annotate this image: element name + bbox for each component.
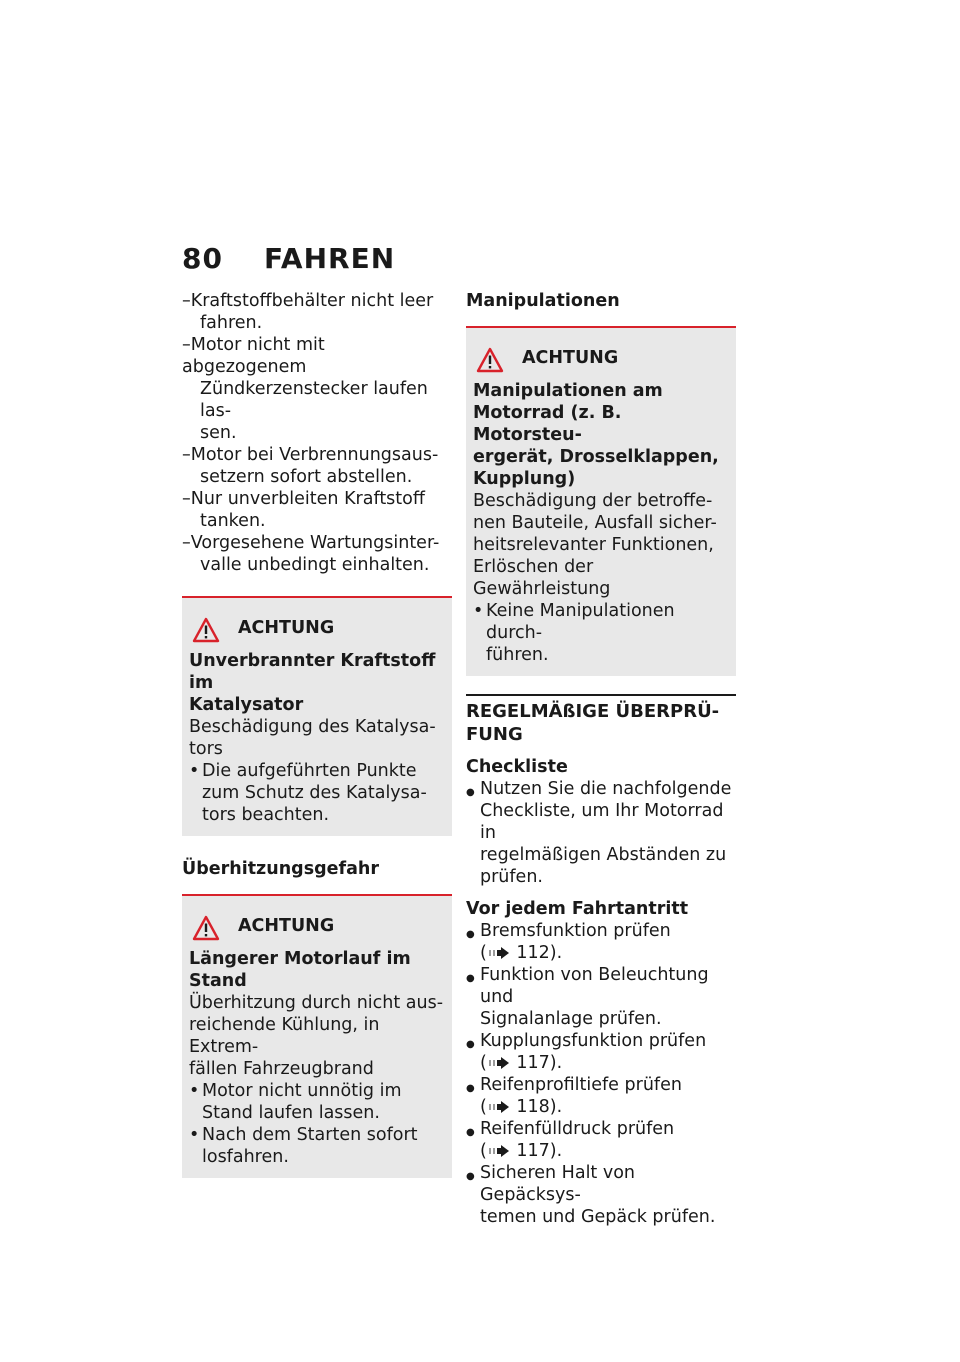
warning-title: Manipulationen am Motorrad (z. B. Motorsteu- ergerät, Drosselklappen, Kupplung) (473, 381, 719, 489)
warning-text: Überhitzung durch nicht aus- reichende Kühlung, in Extrem- fällen Fahrzeugbrand (189, 993, 444, 1079)
left-column (182, 290, 452, 1178)
page-reference[interactable]: ( 112). (480, 943, 563, 963)
list-item: –Kraftstoffbehälter nicht leer fahren. (182, 291, 434, 333)
list-item: • Die aufgeführten Punkte zum Schutz des Katalysa- tors beachten. (189, 760, 444, 826)
list-item: ● Bremsfunktion prüfen ( 112). (466, 920, 736, 964)
warning-header (473, 342, 728, 378)
dash-list (182, 290, 452, 576)
warning-label: ACHTUNG (238, 618, 335, 638)
list-item: • Keine Manipulationen durch- führen. (473, 600, 728, 666)
warning-box-manipulation (466, 326, 736, 676)
list-item: ● Nutzen Sie die nachfolgende Checkliste, um Ihr Motorrad in regelmäßigen Abständen zu prüfen. (466, 778, 736, 888)
subheading-overheating: Überhitzungsgefahr (182, 859, 380, 879)
warning-label: ACHTUNG (238, 916, 335, 936)
list-item: • Nach dem Starten sofort losfahren. (189, 1124, 444, 1168)
list-item: ● Funktion von Beleuchtung und Signalanlage prüfen. (466, 964, 736, 1030)
right-column (466, 290, 736, 1228)
list-item: ● Kupplungsfunktion prüfen ( 117). (466, 1030, 736, 1074)
subheading-before-ride: Vor jedem Fahrtantritt (466, 899, 689, 919)
page-reference-arrow-icon (487, 947, 511, 959)
warning-title: Unverbrannter Kraftstoff im Katalysator (189, 651, 436, 715)
page-reference[interactable]: ( 118). (480, 1097, 563, 1117)
list-item: –Nur unverbleiten Kraftstoff tanken. (182, 489, 425, 531)
page-number: 80 (182, 242, 223, 275)
list-item: –Vorgesehene Wartungsinter- valle unbedingt einhalten. (182, 533, 440, 575)
page-reference-arrow-icon (487, 1057, 511, 1069)
section-title: FAHREN (264, 242, 396, 275)
list-item: –Motor bei Verbrennungsaus- setzern sofort abstellen. (182, 445, 439, 487)
page-reference[interactable]: ( 117). (480, 1141, 563, 1161)
warning-text: Beschädigung der betroffe- nen Bauteile, Ausfall sicher- heitsrelevanter Funktionen, Erlöschen der Gewährleistung (473, 491, 717, 599)
warning-triangle-icon (192, 617, 220, 643)
warning-header (189, 612, 444, 648)
warning-triangle-icon (192, 915, 220, 941)
page-reference[interactable]: ( 117). (480, 1053, 563, 1073)
warning-label: ACHTUNG (522, 348, 619, 368)
warning-text: Beschädigung des Katalysa- tors (189, 717, 436, 759)
warning-title: Längerer Motorlauf im Stand (189, 949, 411, 991)
page-reference-arrow-icon (487, 1145, 511, 1157)
list-item: • Motor nicht unnötig im Stand laufen lassen. (189, 1080, 444, 1124)
list-item: ● Sicheren Halt von Gepäcksys- temen und Gepäck prüfen. (466, 1162, 736, 1228)
list-item: ● Reifenfülldruck prüfen ( 117). (466, 1118, 736, 1162)
warning-box-catalyst (182, 596, 452, 836)
subheading-checklist: Checkliste (466, 757, 568, 777)
section-heading-inspection: REGELMÄßIGE ÜBERPRÜ- FUNG (466, 694, 736, 746)
warning-header (189, 910, 444, 946)
list-item: –Motor nicht mit abgezogenem Zündkerzenstecker laufen las- sen. (182, 335, 428, 443)
subheading-manipulation: Manipulationen (466, 291, 620, 311)
page-header (182, 242, 395, 275)
warning-box-overheating (182, 894, 452, 1178)
list-item: ● Reifenprofiltiefe prüfen ( 118). (466, 1074, 736, 1118)
page-reference-arrow-icon (487, 1101, 511, 1113)
warning-triangle-icon (476, 347, 504, 373)
